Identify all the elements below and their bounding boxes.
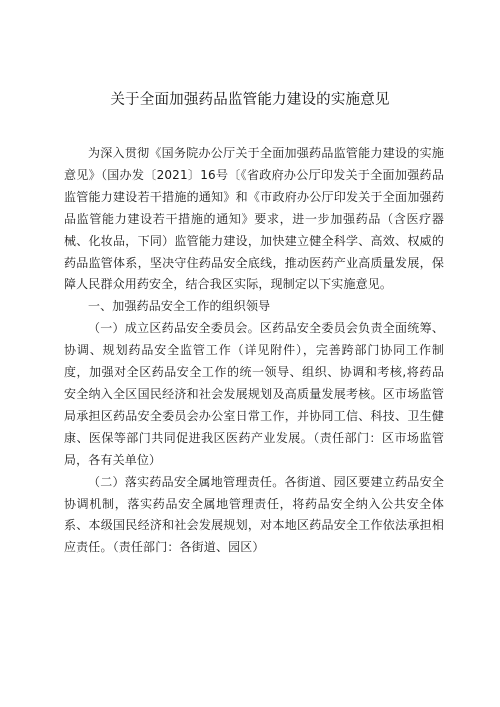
item-2-paragraph: （二）落实药品安全属地管理责任。各街道、园区要建立药品安全协调机制，落实药品安全属地管理责任，将药品安全纳入公共安全体系、本级国民经济和社会发展规划，对本地区药品安全工作依法承担相应责任。（责任部门：各街道、园区） — [64, 474, 444, 555]
intro-paragraph: 为深入贯彻《国务院办公厅关于全面加强药品监管能力建设的实施意见》（国办发〔2021〕16号〔《省政府办公厅印发关于全面加强药品监管能力建设若干措施的通知》和《市政府办公厅印发关于全面加强药品监管能力建设若干措施的通知》要求，进一步加强药品（含医疗器械、化妆品，下同）监管能力建设，加快建立健全科学、高效、权威的药品监管体系，坚决守住药品安全底线，推动医药产业高质量发展，保障人民群众用药安全，结合我区实际，现制定以下实施意见。 — [64, 146, 444, 292]
document-body — [64, 143, 444, 559]
item-1-paragraph: （一）成立区药品安全委员会。区药品安全委员会负责全面统筹、协调、规划药品安全监管工作（详见附件），完善跨部门协同工作制度，加强对全区药品安全工作的统一领导、组织、协调和考核,将药品安全纳入全区国民经济和社会发展规划及高质量发展考核。区市场监管局承担区药品安全委员会办公室日常工作，并协同工信、科技、卫生健康、医保等部门共同促进我区医药产业发展。（责任部门：区市场监管局，各有关单位） — [64, 321, 444, 467]
document-title: 关于全面加强药品监管能力建设的实施意见 — [110, 92, 390, 108]
section-heading: 一、加强药品安全工作的组织领导 — [88, 299, 271, 314]
